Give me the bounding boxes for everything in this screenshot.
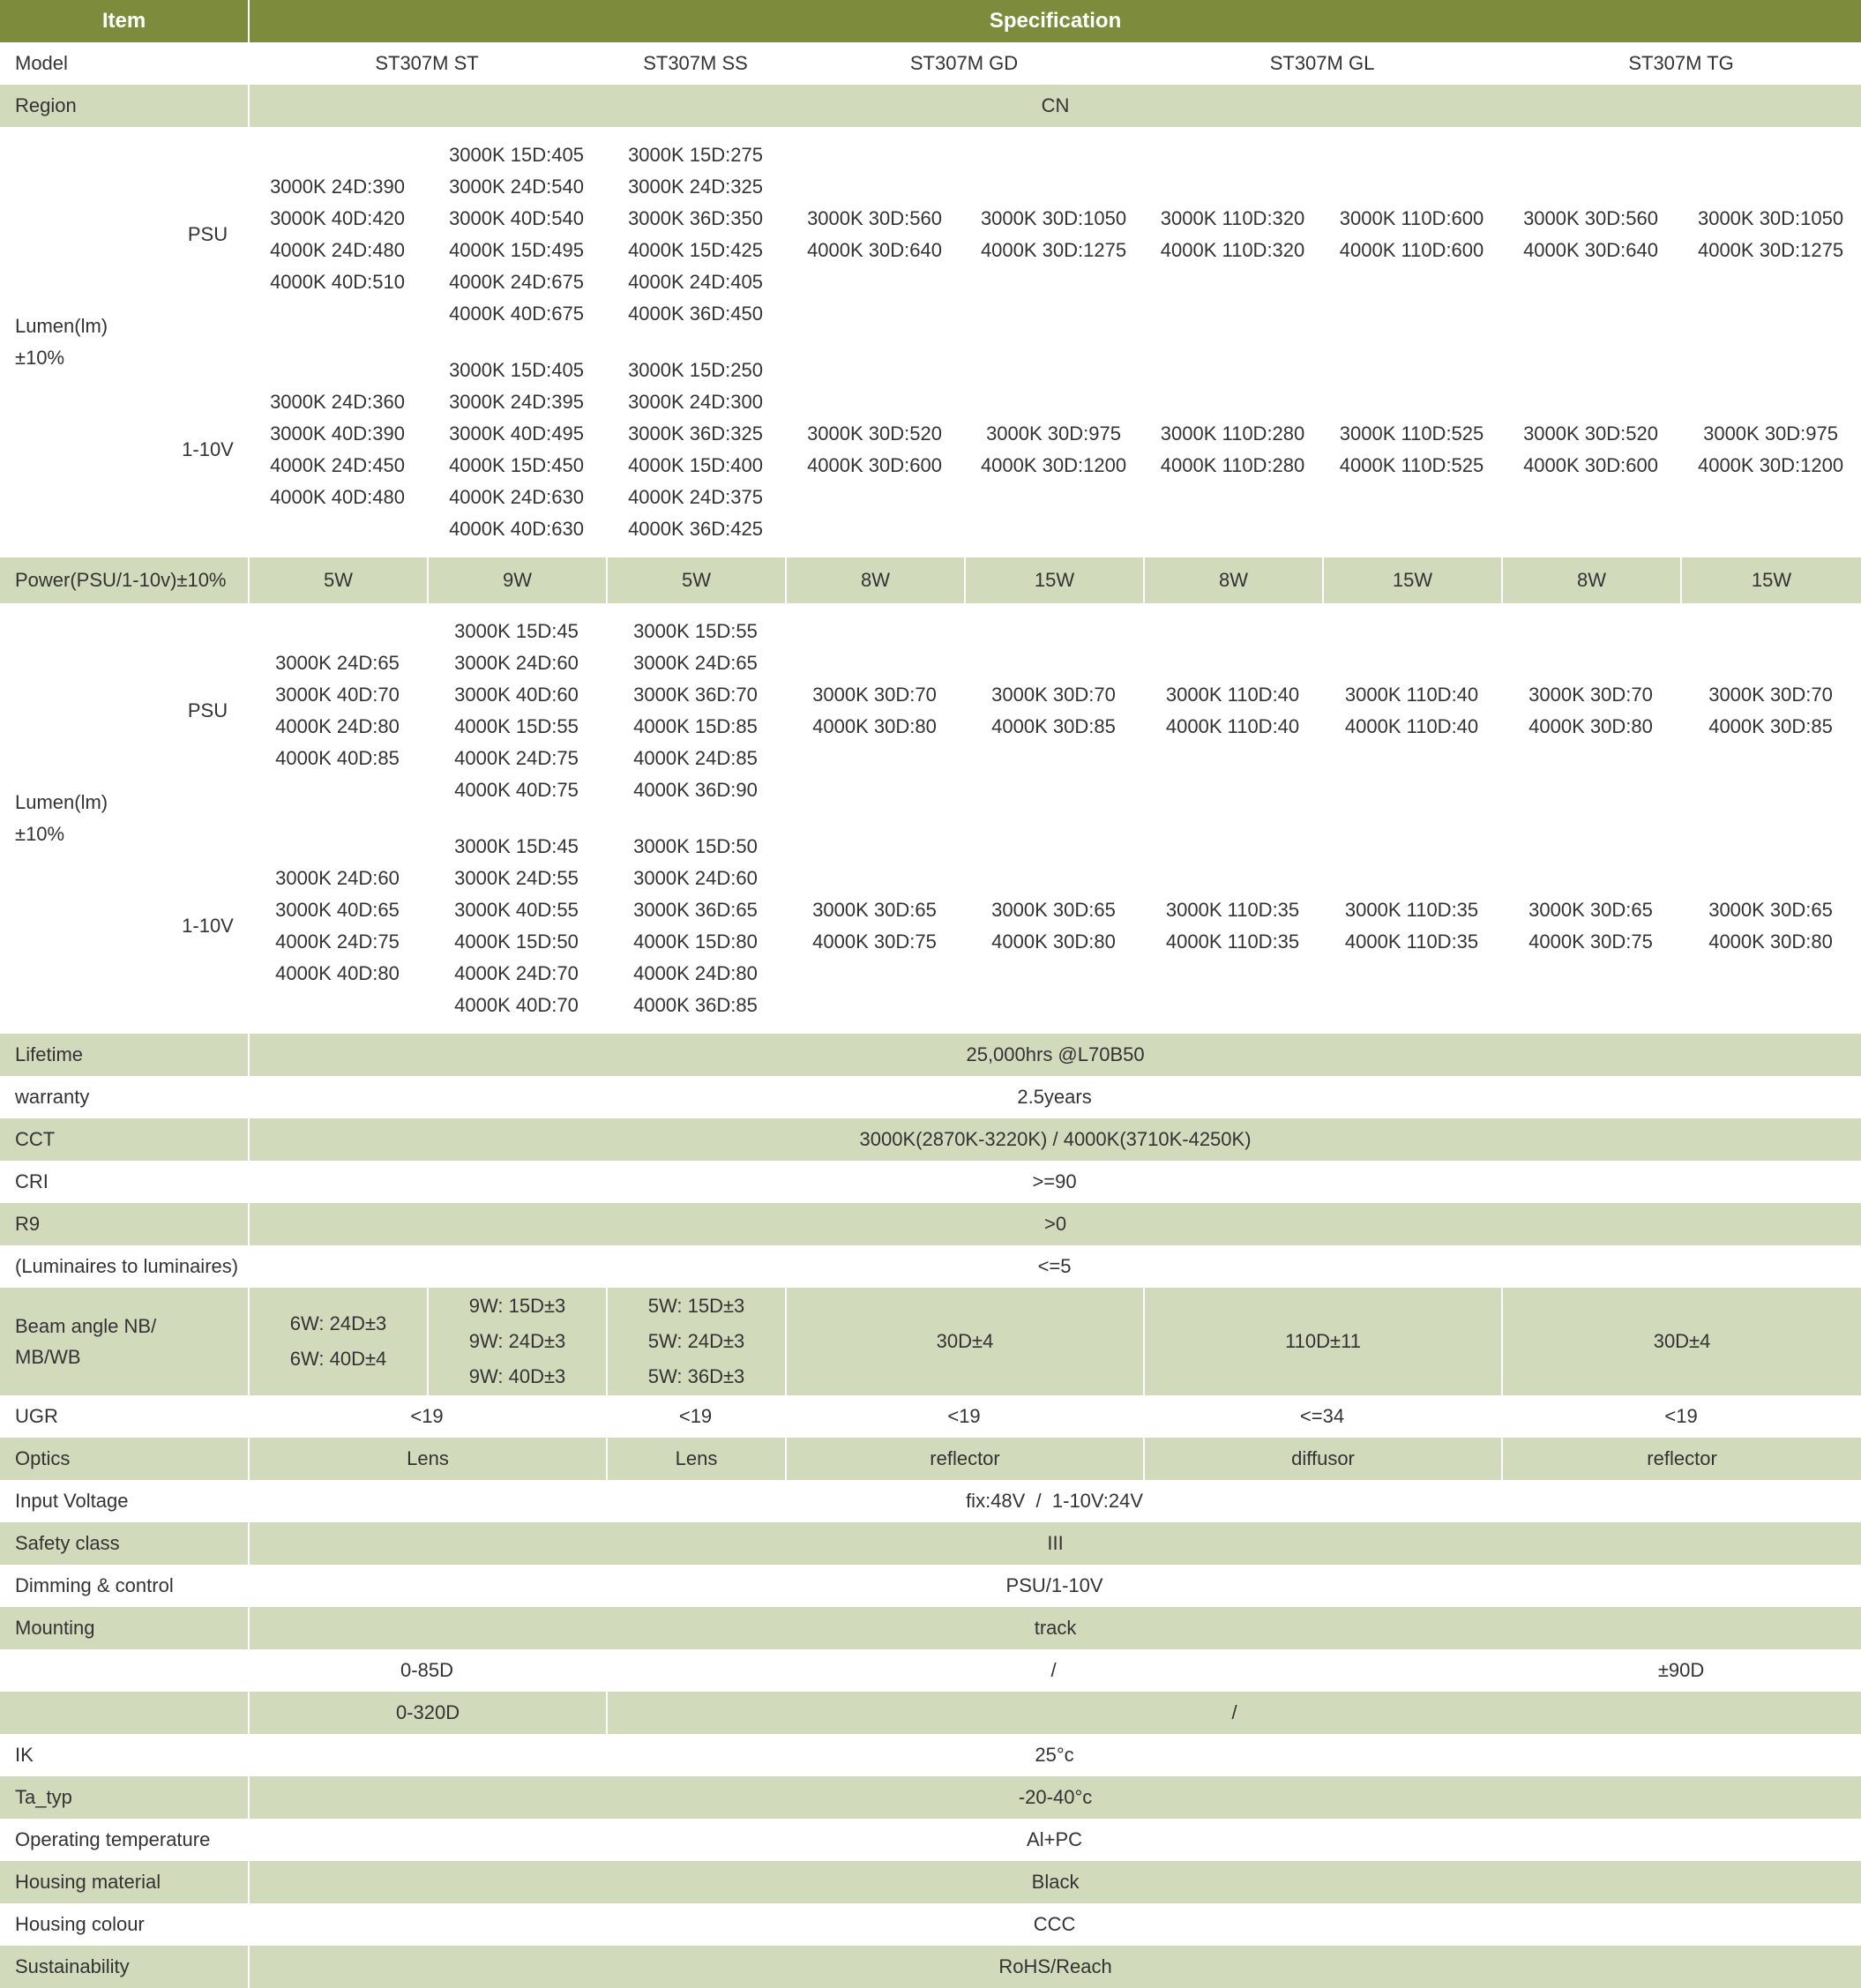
- row-optics: [0, 1438, 1861, 1480]
- lumen-value: 4000K 24D:75: [275, 930, 400, 953]
- power-tg-15w: 15W: [1680, 557, 1861, 603]
- row-label: Input Voltage: [15, 1490, 129, 1512]
- row-label: CCT: [0, 1118, 248, 1161]
- lumen-psu-tg-15w: [1680, 127, 1861, 342]
- model-gd: ST307M GD: [909, 52, 1019, 74]
- lumen-value: 3000K 24D:60: [633, 867, 758, 889]
- lumen-dim-gl-15w: [1322, 342, 1501, 557]
- row-label: Housing material: [0, 1861, 248, 1903]
- lumen-value: 4000K 40D:675: [449, 303, 584, 325]
- lumen-value: 4000K 30D:1200: [980, 454, 1127, 476]
- header-row: [0, 0, 1861, 42]
- row-label: Optics: [0, 1438, 248, 1480]
- power-st-5w: 5W: [248, 557, 427, 603]
- lumen-value: 4000K 24D:630: [449, 486, 584, 508]
- row-label: Operating temperature: [15, 1828, 211, 1850]
- lumen-value: 3000K 24D:55: [454, 867, 579, 889]
- lumen-value: 3000K 24D:60: [454, 652, 579, 674]
- unlabeled-2-others: /: [606, 1692, 1861, 1734]
- beam-value: 6W: 40D±4: [289, 1348, 387, 1370]
- model-ss: ST307M SS: [643, 52, 748, 74]
- lumen-value: 4000K 30D:600: [1523, 454, 1658, 476]
- row-label: Ta_typ: [0, 1776, 248, 1819]
- lumen-dim-tg-8w: [1501, 342, 1680, 557]
- lumen-value: 4000K 24D:480: [270, 239, 405, 261]
- lumen-value: 4000K 24D:85: [633, 747, 758, 769]
- beam-angle-label: [0, 1288, 248, 1395]
- lumen-value: 3000K 110D:525: [1339, 422, 1484, 445]
- row-lumen2-psu: [0, 603, 1861, 818]
- lumen-value: 4000K 30D:80: [812, 715, 937, 737]
- lumen-label-line: Lumen(lm): [15, 791, 108, 813]
- mounting-value: track: [248, 1607, 1861, 1649]
- model-tg: ST307M TG: [1628, 52, 1734, 74]
- lumen-value: 4000K 110D:320: [1160, 239, 1305, 261]
- lumen-label-line: ±10%: [15, 347, 65, 369]
- lumen2-psu-gd-8w: [785, 603, 964, 818]
- lumen-value: 3000K 15D:275: [628, 144, 763, 166]
- ugr-gd: <19: [947, 1405, 981, 1427]
- lumen2-dim-gl-15w: [1322, 818, 1501, 1034]
- beam-ss-5w: [606, 1288, 785, 1395]
- row-housing-colour: [0, 1903, 1861, 1946]
- lumen-value: 4000K 110D:35: [1165, 930, 1300, 953]
- lumen-value: 4000K 30D:1200: [1697, 454, 1844, 476]
- row-label: IK: [15, 1744, 34, 1766]
- lumen-value: 4000K 24D:405: [628, 271, 763, 293]
- lumen-value: 4000K 36D:425: [628, 518, 763, 540]
- lumen-value: 4000K 15D:85: [633, 715, 758, 737]
- model-st: ST307M ST: [375, 52, 479, 74]
- cct-value: 3000K(2870K-3220K) / 4000K(3710K-4250K): [248, 1118, 1861, 1161]
- lumen-value: 3000K 30D:975: [1703, 422, 1838, 445]
- row-label: R9: [0, 1203, 248, 1245]
- lumen-value: 4000K 15D:425: [628, 239, 763, 261]
- power-gd-8w: 8W: [785, 557, 964, 603]
- lumen-value: 4000K 30D:80: [1528, 715, 1653, 737]
- lumen-value: 3000K 40D:390: [270, 422, 405, 445]
- row-label: (Luminaires to luminaires): [15, 1255, 239, 1277]
- lumen-label-line: ±10%: [15, 823, 65, 845]
- row-lifetime: [0, 1034, 1861, 1076]
- lumen-value: 4000K 40D:80: [275, 962, 400, 984]
- lumen-value: 3000K 15D:45: [454, 835, 579, 857]
- row-ik: [0, 1734, 1861, 1776]
- lumen-value: 3000K 30D:1050: [1697, 207, 1844, 229]
- row-lumen-psu: [0, 127, 1861, 342]
- lumen-value: 4000K 40D:85: [275, 747, 400, 769]
- row-label: Sustainability: [0, 1946, 248, 1988]
- lumen-value: 3000K 24D:65: [633, 652, 758, 674]
- beam-value: 6W: 24D±3: [289, 1312, 387, 1334]
- row-label: Region: [0, 85, 248, 127]
- lumen-value: 4000K 36D:90: [633, 779, 758, 801]
- lumen-value: 4000K 30D:80: [1708, 930, 1833, 953]
- lumen-psu-gd-8w: [785, 127, 964, 342]
- lumen2-dim-tg-15w: [1680, 818, 1861, 1034]
- lumen-value: 4000K 24D:70: [454, 962, 579, 984]
- lumen-value: 3000K 30D:65: [1708, 899, 1833, 921]
- luminaire-consistency-value: <=5: [1037, 1255, 1072, 1277]
- lumen-value: 4000K 36D:85: [633, 994, 758, 1016]
- lumen-value: 3000K 40D:70: [275, 684, 400, 706]
- optics-st: Lens: [248, 1438, 606, 1480]
- ugr-st: <19: [410, 1405, 444, 1427]
- input-voltage-value: fix:48V / 1-10V:24V: [966, 1490, 1144, 1512]
- row-mounting: [0, 1607, 1861, 1649]
- beam-tg: [1501, 1288, 1861, 1395]
- lumen2-psu-st-5w: [248, 603, 427, 818]
- optics-tg: reflector: [1501, 1438, 1861, 1480]
- lumen-dim-gd-15w: [964, 342, 1143, 557]
- row-label-empty: [0, 1649, 248, 1692]
- row-safety-class: [0, 1522, 1861, 1565]
- optics-ss: Lens: [606, 1438, 785, 1480]
- lumen-value: 3000K 15D:250: [628, 359, 763, 381]
- beam-gl: [1143, 1288, 1501, 1395]
- lumen-value: 3000K 24D:65: [275, 652, 400, 674]
- unlabeled-1-ss-gd-gl: /: [1050, 1659, 1057, 1681]
- unlabeled-2-st: 0-320D: [248, 1692, 606, 1734]
- row-ta-typ: [0, 1776, 1861, 1819]
- row-lumen2-dim: [0, 818, 1861, 1034]
- lumen-value: 3000K 110D:320: [1160, 207, 1305, 229]
- lumen-value: 4000K 24D:75: [454, 747, 579, 769]
- lumen-psu-tg-8w: [1501, 127, 1680, 342]
- row-dimming: [0, 1565, 1861, 1607]
- lumen-value: 3000K 24D:300: [628, 391, 763, 413]
- lumen-psu-st-5w: [248, 127, 427, 342]
- beam-st-9w: [427, 1288, 606, 1395]
- housing-material-value: Black: [248, 1861, 1861, 1903]
- beam-value: 5W: 36D±3: [647, 1365, 745, 1387]
- lumen-psu-gl-8w: [1143, 127, 1322, 342]
- lumen-psu-ss-5w: [606, 127, 785, 342]
- lumen2-psu-ss-5w: [606, 603, 785, 818]
- lumen-value: 3000K 40D:55: [454, 899, 579, 921]
- psu-sublabel: PSU: [187, 223, 228, 245]
- unlabeled-1-st: 0-85D: [400, 1659, 453, 1681]
- item-header: Item: [0, 0, 248, 42]
- lumen2-psu-tg-15w: [1680, 603, 1861, 818]
- lumen-value: 3000K 110D:40: [1344, 684, 1479, 706]
- lumen-dim-gl-8w: [1143, 342, 1322, 557]
- lumen-dim-tg-15w: [1680, 342, 1861, 557]
- lumen-value: 3000K 110D:600: [1339, 207, 1484, 229]
- r9-value: >0: [248, 1203, 1861, 1245]
- ik-value: 25°c: [1035, 1744, 1074, 1766]
- row-label: Power(PSU/1-10v)±10%: [0, 557, 248, 603]
- row-label: Model: [15, 52, 68, 74]
- lumen-value: 4000K 30D:85: [991, 715, 1116, 737]
- row-luminaire-consistency: [0, 1245, 1861, 1288]
- lumen-value: 3000K 36D:350: [628, 207, 763, 229]
- optics-gl: diffusor: [1143, 1438, 1501, 1480]
- row-unlabeled-2: [0, 1692, 1861, 1734]
- region-value: CN: [248, 85, 1861, 127]
- lumen-value: 3000K 110D:40: [1165, 684, 1300, 706]
- lumen2-dim-ss-5w: [606, 818, 785, 1034]
- lumen-value: 3000K 40D:60: [454, 684, 579, 706]
- lumen-value: 3000K 30D:560: [807, 207, 942, 229]
- beam-label-line: MB/WB: [15, 1346, 81, 1368]
- lumen-value: 3000K 30D:65: [991, 899, 1116, 921]
- lumen-value: 3000K 36D:70: [633, 684, 758, 706]
- row-sustainability: [0, 1946, 1861, 1988]
- ta-typ-value: -20-40°c: [248, 1776, 1861, 1819]
- row-label: warranty: [15, 1086, 90, 1108]
- lumen-value: 4000K 24D:450: [270, 454, 405, 476]
- lumen-value: 3000K 36D:325: [628, 422, 763, 445]
- lumen-value: 3000K 24D:540: [449, 176, 584, 198]
- beam-value: 30D±4: [936, 1330, 994, 1352]
- lumen2-dim-tg-8w: [1501, 818, 1680, 1034]
- lumen-value: 3000K 15D:55: [633, 620, 758, 642]
- dim-sublabel: 1-10V: [182, 915, 234, 937]
- lumen-value: 4000K 36D:450: [628, 303, 763, 325]
- row-input-voltage: [0, 1480, 1861, 1522]
- operating-temperature-value: Al+PC: [1027, 1828, 1083, 1850]
- beam-value: 5W: 24D±3: [647, 1330, 745, 1352]
- row-label-empty: [0, 1692, 248, 1734]
- row-label: Safety class: [0, 1522, 248, 1565]
- lumen-value: 4000K 110D:600: [1339, 239, 1484, 261]
- lumen-value: 4000K 15D:55: [454, 715, 579, 737]
- lumen-value: 3000K 30D:70: [991, 684, 1116, 706]
- lumen2-psu-gl-15w: [1322, 603, 1501, 818]
- optics-gd: reflector: [785, 1438, 1143, 1480]
- lumen-value: 3000K 30D:975: [986, 422, 1121, 445]
- ugr-gl: <=34: [1299, 1405, 1345, 1427]
- lumen-value: 4000K 15D:80: [633, 930, 758, 953]
- row-housing-material: [0, 1861, 1861, 1903]
- lumen-value: 3000K 24D:60: [275, 867, 400, 889]
- power-gl-8w: 8W: [1143, 557, 1322, 603]
- lumen-psu-st-9w: [427, 127, 606, 342]
- lumen-value: 3000K 30D:520: [1523, 422, 1658, 445]
- lumen-value: 4000K 40D:480: [270, 486, 405, 508]
- lumen-value: 3000K 40D:420: [270, 207, 405, 229]
- dimming-value: PSU/1-10V: [1005, 1574, 1103, 1596]
- lumen-value: 3000K 30D:1050: [980, 207, 1127, 229]
- lumen-value: 3000K 110D:35: [1344, 899, 1479, 921]
- lumen-value: 4000K 30D:1275: [1697, 239, 1844, 261]
- lumen-value: 3000K 30D:65: [812, 899, 937, 921]
- row-label: Lifetime: [0, 1034, 248, 1076]
- ugr-tg: <19: [1664, 1405, 1698, 1427]
- lumen-value: 3000K 30D:70: [812, 684, 937, 706]
- row-operating-temperature: [0, 1819, 1861, 1861]
- row-unlabeled-1: [0, 1649, 1861, 1692]
- lumen-value: 3000K 30D:65: [1528, 899, 1653, 921]
- lumen-value: 3000K 110D:280: [1160, 422, 1305, 445]
- lumen2-dim-st-9w: [427, 818, 606, 1034]
- lumen-value: 4000K 110D:280: [1160, 454, 1305, 476]
- sustainability-value: RoHS/Reach: [248, 1946, 1861, 1988]
- lumen-value: 4000K 24D:675: [449, 271, 584, 293]
- model-gl: ST307M GL: [1269, 52, 1375, 74]
- lumen-value: 3000K 110D:35: [1165, 899, 1300, 921]
- beam-label-line: Beam angle NB/: [15, 1315, 157, 1337]
- lumen-value: 4000K 40D:75: [454, 779, 579, 801]
- lumen-value: 3000K 24D:360: [270, 391, 405, 413]
- power-gl-15w: 15W: [1322, 557, 1501, 603]
- ugr-ss: <19: [678, 1405, 713, 1427]
- row-r9: [0, 1203, 1861, 1245]
- beam-st-5w: [248, 1288, 427, 1395]
- lumen-value: 3000K 30D:70: [1528, 684, 1653, 706]
- lumen-value: 3000K 15D:50: [633, 835, 758, 857]
- lumen-dim-st-5w: [248, 342, 427, 557]
- lumen-dim-st-9w: [427, 342, 606, 557]
- row-power: [0, 557, 1861, 603]
- unlabeled-1-tg: ±90D: [1657, 1659, 1705, 1681]
- lumen-value: 4000K 30D:75: [1528, 930, 1653, 953]
- lumen-value: 4000K 30D:75: [812, 930, 937, 953]
- lumen-value: 4000K 30D:1275: [980, 239, 1127, 261]
- row-label: UGR: [15, 1405, 58, 1427]
- row-ugr: [0, 1395, 1861, 1438]
- lumen-label: [0, 127, 168, 557]
- psu-sublabel: PSU: [187, 699, 228, 721]
- lumen-value: 3000K 30D:520: [807, 422, 942, 445]
- lumen2-psu-tg-8w: [1501, 603, 1680, 818]
- lumen-value: 4000K 15D:400: [628, 454, 763, 476]
- row-label: Mounting: [0, 1607, 248, 1649]
- lumen-value: 3000K 24D:325: [628, 176, 763, 198]
- lumen-value: 4000K 30D:80: [991, 930, 1116, 953]
- warranty-value: 2.5years: [1017, 1086, 1092, 1108]
- safety-class-value: III: [248, 1522, 1861, 1565]
- lumen-value: 4000K 110D:40: [1165, 715, 1300, 737]
- housing-colour-value: CCC: [1033, 1913, 1076, 1935]
- lumen-value: 4000K 110D:525: [1339, 454, 1484, 476]
- beam-value: 5W: 15D±3: [647, 1295, 745, 1317]
- lumen-value: 3000K 40D:65: [275, 899, 400, 921]
- lumen-value: 4000K 15D:495: [449, 239, 584, 261]
- lumen-value: 4000K 15D:450: [449, 454, 584, 476]
- row-warranty: [0, 1076, 1861, 1118]
- lumen2-dim-gd-8w: [785, 818, 964, 1034]
- lumen-value: 3000K 30D:70: [1708, 684, 1833, 706]
- beam-value: 30D±4: [1653, 1330, 1711, 1352]
- lumen-value: 4000K 30D:600: [807, 454, 942, 476]
- lumen-value: 3000K 15D:405: [449, 144, 584, 166]
- lumen-value: 3000K 15D:405: [449, 359, 584, 381]
- beam-gd: [785, 1288, 1143, 1395]
- power-gd-15w: 15W: [964, 557, 1143, 603]
- lumen-value: 3000K 40D:495: [449, 422, 584, 445]
- beam-value: 9W: 40D±3: [468, 1365, 566, 1387]
- dim-sublabel: 1-10V: [182, 438, 234, 460]
- lumen-value: 4000K 40D:70: [454, 994, 579, 1016]
- lumen-psu-gd-15w: [964, 127, 1143, 342]
- lumen-label-line: Lumen(lm): [15, 315, 108, 337]
- lumen2-psu-gl-8w: [1143, 603, 1322, 818]
- lumen-value: 4000K 30D:85: [1708, 715, 1833, 737]
- row-model: [0, 42, 1861, 85]
- lumen-value: 4000K 110D:40: [1344, 715, 1479, 737]
- lumen-value: 4000K 30D:640: [1523, 239, 1658, 261]
- lumen-value: 3000K 15D:45: [454, 620, 579, 642]
- lumen-value: 4000K 40D:630: [449, 518, 584, 540]
- beam-value: 9W: 15D±3: [468, 1295, 566, 1317]
- lumen-value: 4000K 40D:510: [270, 271, 405, 293]
- row-cri: [0, 1161, 1861, 1203]
- power-st-9w: 9W: [427, 557, 606, 603]
- power-tg-8w: 8W: [1501, 557, 1680, 603]
- lumen-value: 4000K 15D:50: [454, 930, 579, 953]
- lumen-value: 3000K 36D:65: [633, 899, 758, 921]
- row-label: CRI: [15, 1170, 49, 1192]
- lumen-value: 4000K 30D:640: [807, 239, 942, 261]
- lumen2-dim-gd-15w: [964, 818, 1143, 1034]
- row-cct: [0, 1118, 1861, 1161]
- lumen-value: 3000K 30D:560: [1523, 207, 1658, 229]
- specification-header: Specification: [248, 0, 1861, 42]
- lumen2-psu-gd-15w: [964, 603, 1143, 818]
- lumen-value: 3000K 40D:540: [449, 207, 584, 229]
- lifetime-value: 25,000hrs @L70B50: [248, 1034, 1861, 1076]
- lumen2-dim-st-5w: [248, 818, 427, 1034]
- row-label: Housing colour: [15, 1913, 145, 1935]
- lumen-value: 4000K 24D:80: [275, 715, 400, 737]
- beam-value: 110D±11: [1285, 1330, 1361, 1352]
- row-label: Dimming & control: [15, 1574, 174, 1596]
- lumen-value: 4000K 24D:80: [633, 962, 758, 984]
- cri-value: >=90: [1032, 1170, 1077, 1192]
- row-region: [0, 85, 1861, 127]
- row-lumen-dim: [0, 342, 1861, 557]
- lumen-value: 3000K 24D:390: [270, 176, 405, 198]
- lumen-value: 4000K 24D:375: [628, 486, 763, 508]
- beam-value: 9W: 24D±3: [468, 1330, 566, 1352]
- lumen-dim-ss-5w: [606, 342, 785, 557]
- lumen2-psu-st-9w: [427, 603, 606, 818]
- lumen-dim-gd-8w: [785, 342, 964, 557]
- lumen2-label: [0, 603, 168, 1034]
- lumen2-dim-gl-8w: [1143, 818, 1322, 1034]
- lumen-value: 4000K 110D:35: [1344, 930, 1479, 953]
- lumen-psu-gl-15w: [1322, 127, 1501, 342]
- power-ss-5w: 5W: [606, 557, 785, 603]
- lumen-value: 3000K 24D:395: [449, 391, 584, 413]
- row-beam-angle: [0, 1288, 1861, 1395]
